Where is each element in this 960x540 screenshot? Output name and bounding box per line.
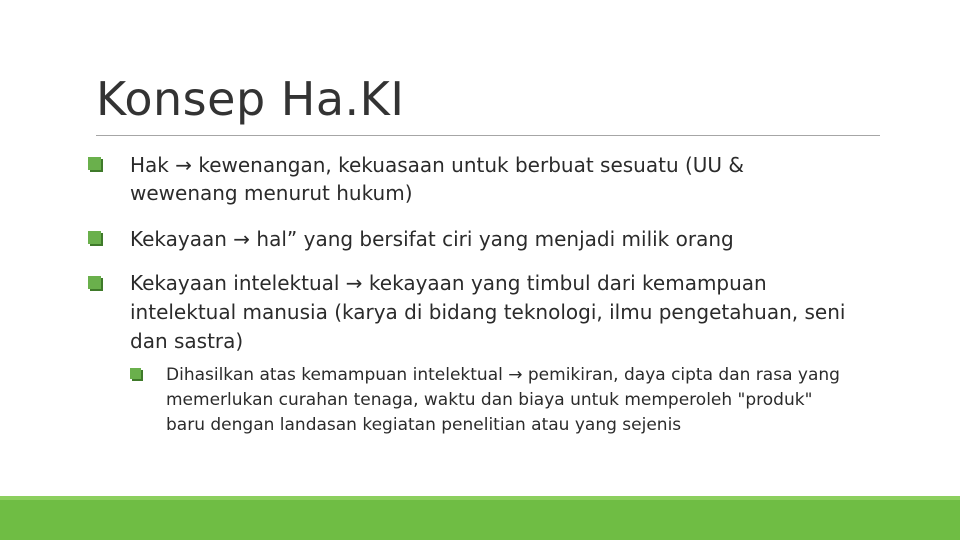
bullet-3-text: Kekayaan intelektual → kekayaan yang timbul dari kemampuan intelektual manusia (karya di bidang teknologi, ilmu pengetahuan, seni dan sastra) xyxy=(130,271,846,353)
bullet-square-icon xyxy=(88,231,101,244)
sub-bullet-1-text: Dihasilkan atas kemampuan intelektual → pemikiran, daya cipta dan rasa yang memerlukan curahan tenaga, waktu dan biaya untuk memperoleh "produk" baru dengan landasan kegiatan penelitian atau yang sejenis xyxy=(166,365,840,435)
sub-bullet-square-icon xyxy=(130,368,141,379)
bullet-square-icon xyxy=(88,157,101,170)
bullet-2-text: Kekayaan → hal” yang bersifat ciri yang menjadi milik orang xyxy=(130,227,734,251)
slide-title: Konsep Ha.KI xyxy=(96,72,405,126)
bullet-square-icon xyxy=(88,276,101,289)
title-divider xyxy=(96,135,880,136)
footer-accent-bar xyxy=(0,500,960,540)
bullet-1-text: Hak → kewenangan, kekuasaan untuk berbuat sesuatu (UU & wewenang menurut hukum) xyxy=(130,153,745,205)
